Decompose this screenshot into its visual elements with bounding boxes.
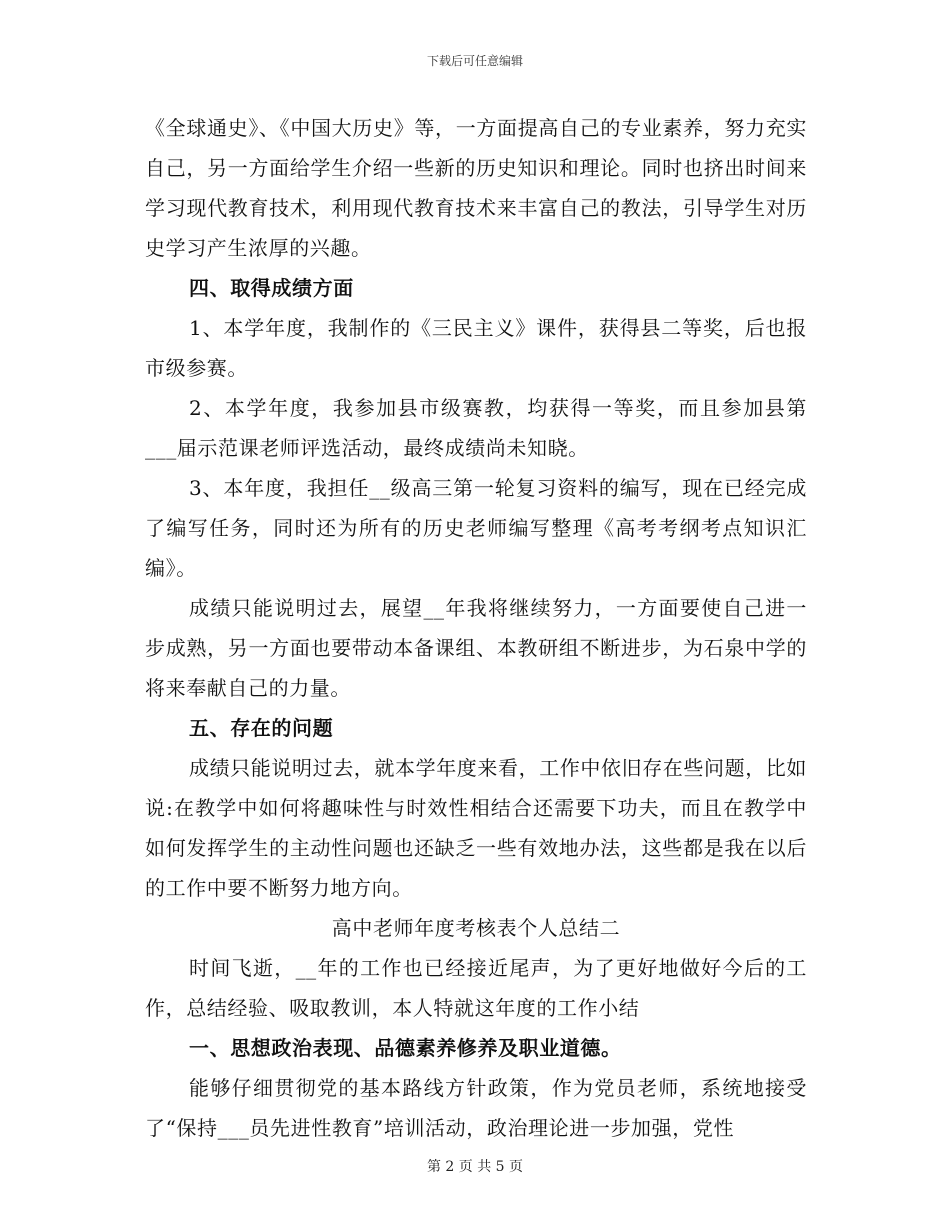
paragraph-intro: 时间飞逝，__年的工作也已经接近尾声，为了更好地做好今后的工作，总结经验、吸取教训，本人特就这年度的工作小结 xyxy=(145,956,807,1020)
section-heading-problems: 五、存在的问题 xyxy=(189,716,334,740)
document-title-two: 高中老师年度考核表个人总结二 xyxy=(331,916,621,940)
paragraph-achievement-1: 1、本学年度，我制作的《三民主义》课件，获得县二等奖，后也报市级参赛。 xyxy=(145,316,807,380)
paragraph-political: 能够仔细贯彻党的基本路线方针政策，作为党员老师，系统地接受了“保持___员先进性教育”培训活动，政治理论进一步加强，党性 xyxy=(145,1076,807,1140)
page-footer: 第 2 页 共 5 页 xyxy=(426,1159,524,1175)
section-heading-achievements: 四、取得成绩方面 xyxy=(189,276,354,300)
paragraph-outlook: 成绩只能说明过去，展望__年我将继续努力，一方面要使自己进一步成熟，另一方面也要带动本备课组、本教研组不断进步，为石泉中学的将来奉献自己的力量。 xyxy=(145,596,807,700)
page-header: 下载后可任意编辑 xyxy=(426,54,523,68)
paragraph-achievement-2: 2、本学年度，我参加县市级赛教，均获得一等奖，而且参加县第___届示范课老师评选活动，最终成绩尚未知晓。 xyxy=(145,396,807,460)
section-heading-political: 一、思想政治表现、品德素养修养及职业道德。 xyxy=(189,1036,622,1060)
paragraph-continuation: 《全球通史》、《中国大历史》等，一方面提高自己的专业素养，努力充实自己，另一方面给学生介绍一些新的历史知识和理论。同时也挤出时间来学习现代教育技术，利用现代教育技术来丰富自己的教法，引导学生对历史学习产生浓厚的兴趣。 xyxy=(145,116,807,260)
paragraph-problems: 成绩只能说明过去，就本学年度来看，工作中依旧存在些问题，比如说:在教学中如何将趣味性与时效性相结合还需要下功夫，而且在教学中如何发挥学生的主动性问题也还缺乏一些有效地办法，这些都是我在以后的工作中要不断努力地方向。 xyxy=(145,756,807,900)
paragraph-achievement-3: 3、本年度，我担任__级高三第一轮复习资料的编写，现在已经完成了编写任务，同时还为所有的历史老师编写整理《高考考纲考点知识汇编》。 xyxy=(145,476,807,580)
document-body xyxy=(145,108,807,1148)
